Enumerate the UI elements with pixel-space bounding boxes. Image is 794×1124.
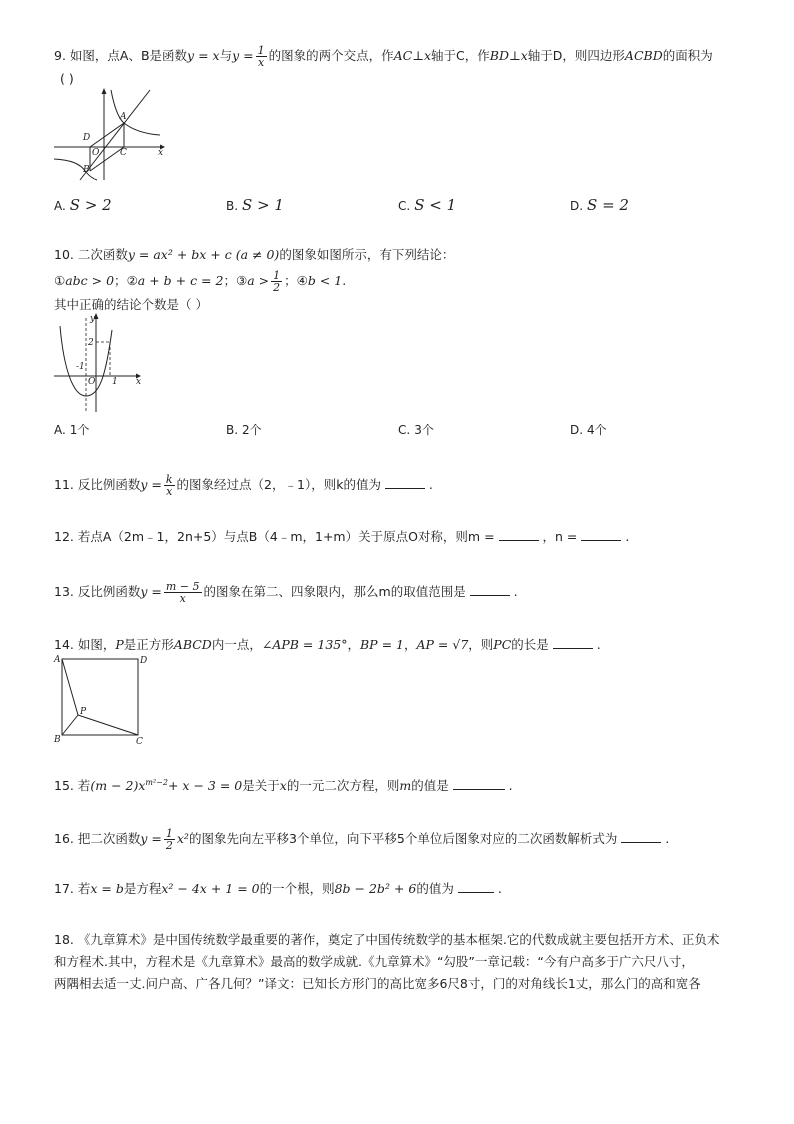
question-18-line-2: 和方程术.其中，方程术是《九章算术》最高的数学成就.《九章算术》“勾股”一章记载：“今有户高多于广六尺八寸， <box>54 954 694 969</box>
y-axis-arrow <box>102 88 107 94</box>
segment-pc <box>78 715 138 735</box>
question-13: 13. 反比例函数y = $\frac{m - 5}{x}$ 的图象在第二、四象限内，那么m的取值范围是 . <box>54 580 518 605</box>
label-o: O <box>88 377 96 387</box>
q9-figure <box>54 88 166 180</box>
question-10-ask: 其中正确的结论个数是（ ） <box>54 297 208 312</box>
answer-blank[interactable] <box>621 832 661 843</box>
fraction: $\frac{m - 5}{x}$ <box>165 580 200 605</box>
question-18-line-3: 两隅相去适一丈.问户高、广各几何？”译文：已知长方形门的高比宽多6尺8寸，门的对角线长1丈，那么门的高和宽各 <box>54 976 701 991</box>
q10-option-a[interactable]: A. 1个 <box>54 423 90 437</box>
label-d: D <box>140 656 148 666</box>
label-a: A <box>54 655 61 665</box>
answer-blank[interactable] <box>453 779 505 790</box>
question-10-conclusions: ①abc > 0；②a + b + c = 2；③a > $\frac{1}{2}$ ；④b < 1. <box>54 269 347 294</box>
answer-blank[interactable] <box>458 882 494 893</box>
question-16: 16. 把二次函数y = $\frac{1}{2}$ x²的图象先向左平移3个单位，向下平移5个单位后图象对应的二次函数解析式为 . <box>54 827 670 852</box>
segment-da <box>90 123 124 147</box>
formula: y = x <box>187 48 220 63</box>
fraction: $\frac{k}{x}$ <box>165 473 173 498</box>
label-x: x <box>136 377 142 387</box>
answer-blank-n[interactable] <box>581 530 621 541</box>
segment-bp <box>62 715 78 735</box>
segment-ap <box>62 659 78 715</box>
answer-blank[interactable] <box>385 478 425 489</box>
question-9-stem: 9. 如图，点A、B是函数y = x与y = $\frac{1}{x}$ 的图象的两个交点，作AC⊥x轴于C，作BD⊥x轴于D，则四边形ACBD的面积为 <box>54 44 713 69</box>
square-abcd <box>62 659 138 735</box>
answer-blank[interactable] <box>553 638 593 649</box>
fraction: $\frac{1}{2}$ <box>165 827 173 852</box>
label-neg1: -1 <box>76 362 85 372</box>
fraction: $\frac{1}{x}$ <box>257 44 265 69</box>
question-14: 14. 如图，P是正方形ABCD内一点，∠APB = 135°，BP = 1，AP = √7，则PC的长是 . <box>54 637 601 652</box>
question-15: 15. 若$(m - 2)x^{m^2-2}+ x - 3 = 0$是关于x的一元二次方程，则m的值是 . <box>54 778 513 794</box>
q10-option-b[interactable]: B. 2个 <box>226 423 262 437</box>
label-y: y <box>90 314 96 324</box>
q10-option-c[interactable]: C. 3个 <box>398 423 434 437</box>
answer-blank[interactable] <box>470 585 510 596</box>
question-18-line-1: 18. 《九章算术》是中国传统数学最重要的著作，奠定了中国传统数学的基本框架.它的代数成就主要包括开方术、正负术 <box>54 932 720 947</box>
question-11: 11. 反比例函数y = $\frac{k}{x}$ 的图象经过点（2，﹣1），则k的值为 . <box>54 473 433 498</box>
q10-figure <box>54 312 149 412</box>
label-d: D <box>83 133 91 143</box>
label-1: 1 <box>112 377 118 387</box>
question-17: 17. 若x = b是方程x² − 4x + 1 = 0的一个根，则8b − 2b² + 6的值为 . <box>54 881 502 896</box>
label-b: B <box>54 735 61 745</box>
label-b: B <box>83 165 90 175</box>
q10-option-d[interactable]: D. 4个 <box>570 423 607 437</box>
label-a: A <box>120 112 127 122</box>
hyperbola-branch-2 <box>54 159 97 180</box>
label-c: C <box>120 148 127 158</box>
q9-option-c[interactable]: C. S < 1 <box>398 196 457 214</box>
q9-option-a[interactable]: A. S > 2 <box>54 196 112 214</box>
question-10-stem: 10. 二次函数y = ax² + bx + c (a ≠ 0)的图象如图所示，有下列结论： <box>54 247 455 262</box>
label-x: x <box>158 148 164 158</box>
q9-option-b[interactable]: B. S > 1 <box>226 196 284 214</box>
question-12: 12. 若点A（2m﹣1，2n+5）与点B（4﹣m，1+m）关于原点O对称，则m = ，n = . <box>54 529 630 544</box>
q9-option-d[interactable]: D. S = 2 <box>570 196 629 214</box>
fraction: $\frac{1}{2}$ <box>273 269 281 294</box>
label-o: O <box>92 148 100 158</box>
answer-blank-m[interactable] <box>499 530 539 541</box>
answer-paren: ( ) <box>60 71 74 86</box>
label-c: C <box>136 737 143 747</box>
label-p: P <box>80 707 87 717</box>
label-2: 2 <box>88 338 94 348</box>
q14-figure <box>52 653 152 745</box>
hyperbola-branch-1 <box>111 90 160 135</box>
